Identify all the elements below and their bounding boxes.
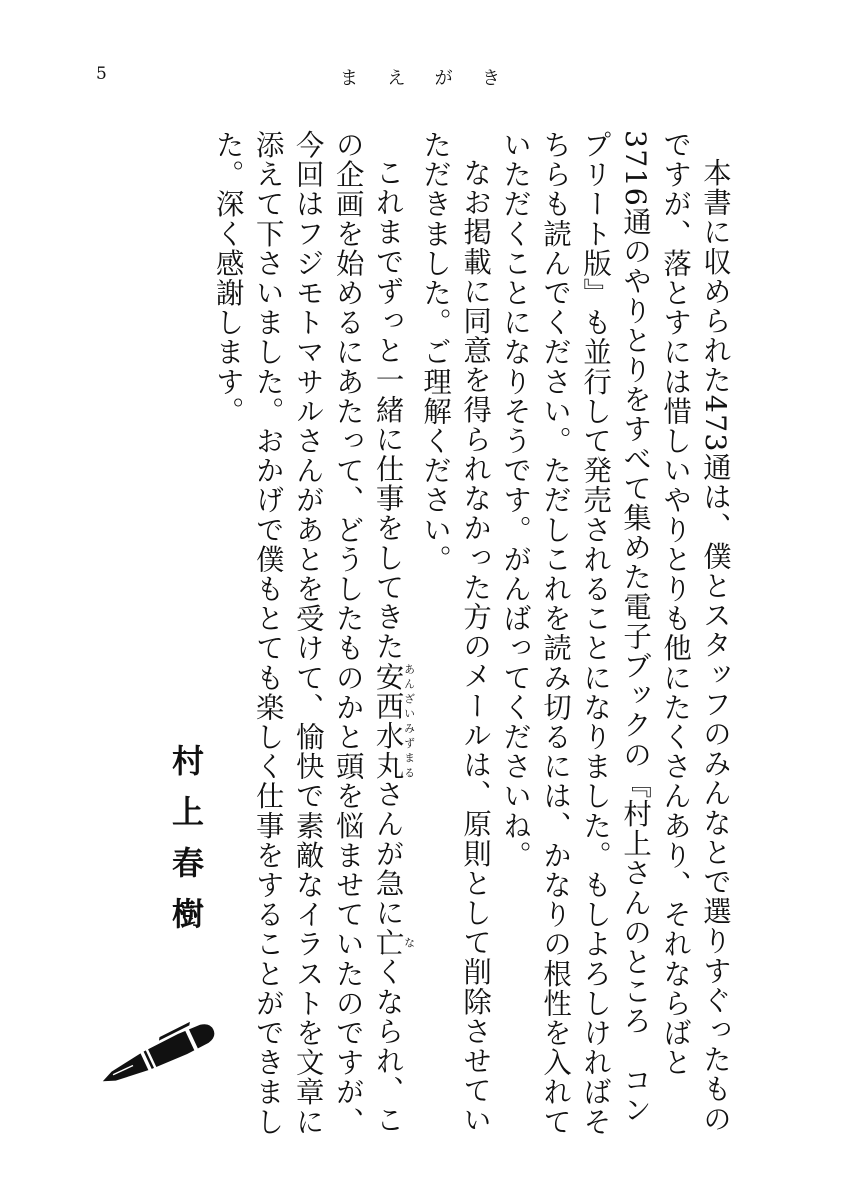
page-number: 5 bbox=[96, 64, 107, 84]
running-header-char: き bbox=[481, 68, 500, 89]
running-header-char: ま bbox=[340, 68, 358, 89]
paragraph-1: 本書に収められた473通は、僕とスタッフのみんなとで選りすぐったものですが、落とすには惜しいやりとりも他にたくさんあり、それならばと3716通のやりとりをすべて集めた電子ブックの『村上さんのところ コンプリート版』も並行して発売されることになりました。もしよろしければそちらも読んでください。ただしこれを読み切るには、かなりの根性を入れていただくことになりそうです。がんばってくださいね。 bbox=[499, 130, 732, 1137]
running-header-char: が bbox=[434, 68, 453, 89]
fountain-pen-icon bbox=[96, 1014, 222, 1096]
afterword-body bbox=[208, 130, 735, 1140]
ruby-anzai-mizumaru: 安西水丸あんざいみずまる bbox=[371, 661, 416, 780]
running-header bbox=[340, 64, 500, 90]
running-header-char: え bbox=[387, 68, 406, 89]
author-signature: 村上春樹 bbox=[167, 744, 205, 948]
ruby-na: 亡な bbox=[371, 928, 416, 958]
paragraph-3: これまでずっと一緒に仕事をしてきた安西水丸あんざいみずまるさんが急に亡なくなられ、この企画を始めるにあたって、どうしたものかと頭を悩ませていたのですが、今回はフジモトマサルさんがあとを受けて、愉快で素敵なイラストを文章に添えて下さいました。おかげで僕もとても楽しく仕事をすることができました。深く感謝します。 bbox=[211, 130, 416, 1137]
paragraph-2: なお掲載に同意を得られなかった方のメールは、原則として削除させていただきました。ご理解ください。 bbox=[419, 130, 493, 1136]
